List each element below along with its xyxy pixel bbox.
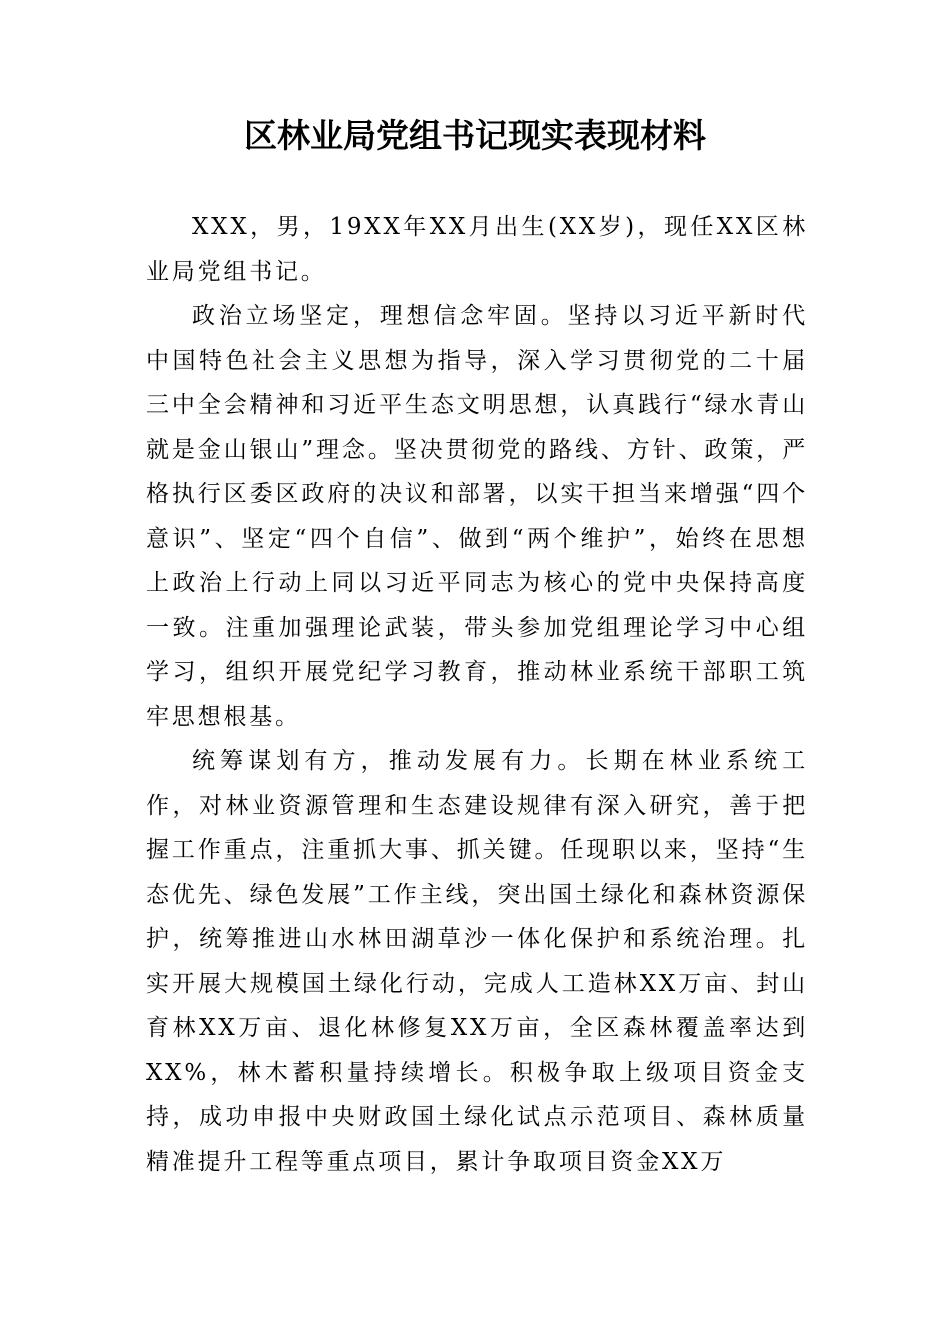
document-body xyxy=(146,205,808,1184)
paragraph-basic-info: XXX，男，19XX年XX月出生(XX岁)，现任XX区林业局党组书记。 xyxy=(146,214,808,285)
paragraph-political-stance: 政治立场坚定，理想信念牢固。坚持以习近平新时代中国特色社会主义思想为指导，深入学习贯彻党的二十届三中全会精神和习近平生态文明思想，认真践行“绿水青山就是金山银山”理念。坚决贯彻党的路线、方针、政策，严格执行区委区政府的决议和部署，以实干担当来增强“四个意识”、坚定“四个自信”、做到“两个维护”，始终在思想上政治上行动上同以习近平同志为核心的党中央保持高度一致。注重加强理论武装，带头参加党组理论学习中心组学习，组织开展党纪学习教育，推动林业系统干部职工筑牢思想根基。 xyxy=(146,303,808,730)
paragraph-planning-development: 统筹谋划有方，推动发展有力。长期在林业系统工作，对林业资源管理和生态建设规律有深入研究，善于把握工作重点，注重抓大事、抓关键。任现职以来，坚持“生态优先、绿色发展”工作主线，突出国土绿化和森林资源保护，统筹推进山水林田湖草沙一体化保护和系统治理。扎实开展大规模国土绿化行动，完成人工造林XX万亩、封山育林XX万亩、退化林修复XX万亩，全区森林覆盖率达到XX%，林木蓄积量持续增长。积极争取上级项目资金支持，成功申报中央财政国土绿化试点示范项目、森林质量精准提升工程等重点项目，累计争取项目资金XX万 xyxy=(146,748,808,1175)
document-title: 区林业局党组书记现实表现材料 xyxy=(244,116,706,155)
